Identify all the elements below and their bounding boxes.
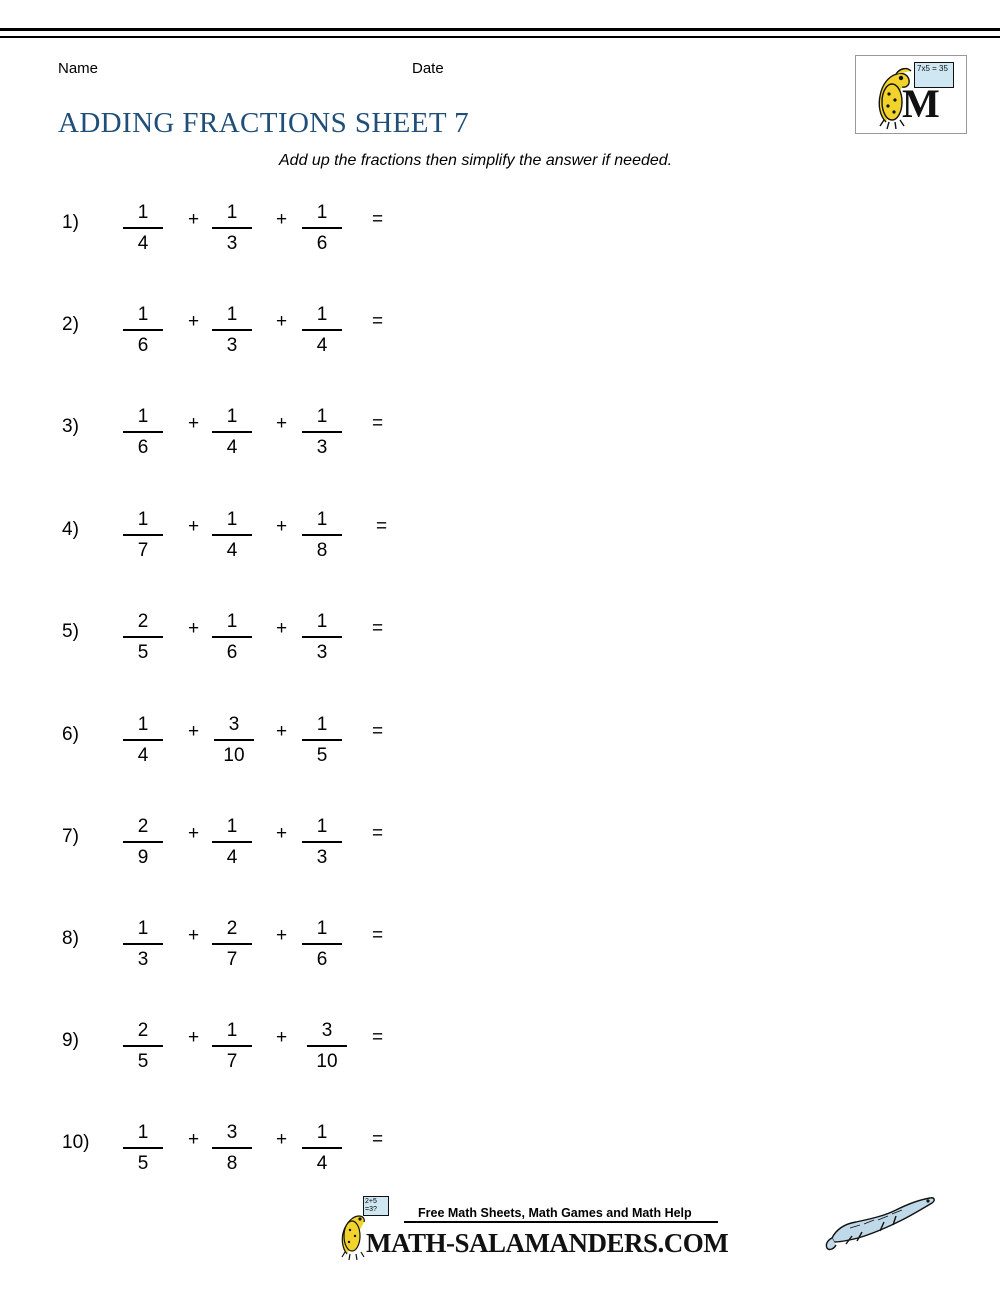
question-number: 7): [62, 826, 79, 847]
fraction-bar: [302, 534, 342, 536]
fraction-bar: [212, 329, 252, 331]
fraction-bar: [302, 227, 342, 229]
fraction-bar: [214, 739, 254, 741]
plus-operator-2: +: [276, 1129, 288, 1150]
numerator: 1: [137, 406, 149, 427]
plus-operator-1: +: [188, 823, 200, 844]
question-number: 4): [62, 519, 79, 540]
fraction-2: [205, 507, 259, 564]
plus-operator-2: +: [276, 209, 288, 230]
fraction-2: [205, 1120, 259, 1177]
denominator: 4: [137, 232, 149, 254]
fraction-2: [205, 814, 259, 871]
question-row: [0, 1102, 700, 1188]
numerator: 2: [137, 611, 149, 632]
fraction-1: [116, 916, 170, 973]
fraction-bar: [302, 1147, 342, 1149]
page-title: ADDING FRACTIONS SHEET 7: [58, 107, 470, 139]
numerator: 1: [316, 816, 328, 837]
numerator: 1: [137, 918, 149, 939]
denominator: 8: [226, 1152, 238, 1174]
fraction-bar: [123, 227, 163, 229]
equals-sign: =: [372, 1129, 384, 1150]
numerator: 1: [316, 304, 328, 325]
fraction-bar: [212, 431, 252, 433]
fraction-1: [116, 1018, 170, 1075]
question-number: 10): [62, 1132, 90, 1153]
fraction-bar: [212, 1147, 252, 1149]
question-row: [0, 694, 700, 780]
fraction-bar: [212, 227, 252, 229]
fraction-2: [207, 712, 261, 769]
plus-operator-1: +: [188, 311, 200, 332]
instructions-text: Add up the fractions then simplify the answer if needed.: [279, 152, 673, 169]
denominator: 6: [137, 436, 149, 458]
numerator: 1: [316, 611, 328, 632]
math-salamanders-logo: [855, 55, 967, 134]
numerator: 1: [226, 406, 238, 427]
fraction-3: [295, 814, 349, 871]
denominator: 3: [316, 641, 328, 663]
top-rule-thick: [0, 28, 1000, 31]
denominator: 3: [316, 436, 328, 458]
question-number: 2): [62, 314, 79, 335]
denominator: 7: [226, 948, 238, 970]
denominator: 6: [316, 948, 328, 970]
denominator: 6: [137, 334, 149, 356]
fraction-1: [116, 302, 170, 359]
denominator: 10: [223, 744, 245, 766]
plus-operator-1: +: [188, 925, 200, 946]
fraction-3: [295, 1120, 349, 1177]
plus-operator-1: +: [188, 209, 200, 230]
plus-operator-2: +: [276, 925, 288, 946]
numerator: 1: [226, 304, 238, 325]
question-number: 5): [62, 621, 79, 642]
denominator: 7: [226, 1050, 238, 1072]
denominator: 10: [316, 1050, 338, 1072]
fraction-2: [205, 404, 259, 461]
denominator: 3: [226, 334, 238, 356]
plus-operator-2: +: [276, 823, 288, 844]
fraction-bar: [212, 1045, 252, 1047]
numerator: 3: [321, 1020, 333, 1041]
fraction-3: [300, 1018, 354, 1075]
plus-operator-2: +: [276, 311, 288, 332]
fraction-bar: [302, 739, 342, 741]
fraction-2: [205, 1018, 259, 1075]
numerator: 1: [316, 918, 328, 939]
question-row: [0, 591, 700, 677]
fraction-2: [205, 302, 259, 359]
fraction-3: [295, 200, 349, 257]
salamander-icon: [856, 56, 966, 133]
question-row: [0, 182, 700, 268]
equals-sign: =: [372, 209, 384, 230]
fraction-1: [116, 1120, 170, 1177]
plus-operator-2: +: [276, 618, 288, 639]
fraction-bar: [302, 329, 342, 331]
footer-tagline: Free Math Sheets, Math Games and Math Help: [418, 1206, 692, 1220]
equals-sign: =: [372, 413, 384, 434]
lizard-decoration-icon: [822, 1190, 942, 1260]
footer-chalkboard-icon: 2+5 =3?: [363, 1196, 389, 1216]
fraction-bar: [302, 943, 342, 945]
equals-sign: =: [372, 823, 384, 844]
fraction-2: [205, 916, 259, 973]
plus-operator-1: +: [188, 516, 200, 537]
fraction-bar: [123, 841, 163, 843]
plus-operator-1: +: [188, 413, 200, 434]
numerator: 3: [226, 1122, 238, 1143]
fraction-bar: [123, 739, 163, 741]
equals-sign: =: [372, 925, 384, 946]
numerator: 1: [226, 611, 238, 632]
numerator: 3: [228, 714, 240, 735]
numerator: 1: [316, 509, 328, 530]
equals-sign: =: [376, 516, 388, 537]
question-row: [0, 489, 700, 575]
denominator: 4: [137, 744, 149, 766]
question-number: 9): [62, 1030, 79, 1051]
numerator: 1: [226, 1020, 238, 1041]
fraction-bar: [212, 534, 252, 536]
question-number: 8): [62, 928, 79, 949]
denominator: 9: [137, 846, 149, 868]
denominator: 6: [226, 641, 238, 663]
denominator: 4: [316, 1152, 328, 1174]
fraction-2: [205, 609, 259, 666]
numerator: 2: [226, 918, 238, 939]
fraction-1: [116, 712, 170, 769]
question-row: [0, 1000, 700, 1086]
plus-operator-1: +: [188, 721, 200, 742]
numerator: 1: [226, 509, 238, 530]
fraction-bar: [123, 1045, 163, 1047]
numerator: 1: [316, 202, 328, 223]
fraction-bar: [123, 329, 163, 331]
numerator: 2: [137, 1020, 149, 1041]
numerator: 1: [226, 202, 238, 223]
date-label: Date: [412, 60, 444, 77]
numerator: 1: [137, 714, 149, 735]
denominator: 3: [137, 948, 149, 970]
fraction-bar: [212, 943, 252, 945]
plus-operator-2: +: [276, 1027, 288, 1048]
denominator: 5: [137, 641, 149, 663]
fraction-bar: [302, 431, 342, 433]
question-row: [0, 386, 700, 472]
plus-operator-2: +: [276, 413, 288, 434]
fraction-1: [116, 200, 170, 257]
fraction-bar: [123, 943, 163, 945]
numerator: 1: [316, 714, 328, 735]
question-number: 1): [62, 212, 79, 233]
denominator: 3: [226, 232, 238, 254]
fraction-2: [205, 200, 259, 257]
numerator: 1: [137, 202, 149, 223]
question-number: 6): [62, 724, 79, 745]
plus-operator-1: +: [188, 1129, 200, 1150]
plus-operator-1: +: [188, 618, 200, 639]
denominator: 8: [316, 539, 328, 561]
equals-sign: =: [372, 721, 384, 742]
question-row: [0, 796, 700, 882]
question-number: 3): [62, 416, 79, 437]
denominator: 7: [137, 539, 149, 561]
equals-sign: =: [372, 1027, 384, 1048]
footer-url: MATH-SALAMANDERS.COM: [366, 1228, 729, 1258]
fraction-3: [295, 916, 349, 973]
fraction-3: [295, 404, 349, 461]
equals-sign: =: [372, 618, 384, 639]
denominator: 4: [226, 846, 238, 868]
fraction-bar: [212, 636, 252, 638]
fraction-bar: [302, 636, 342, 638]
fraction-3: [295, 302, 349, 359]
denominator: 5: [137, 1050, 149, 1072]
question-row: [0, 284, 700, 370]
fraction-bar: [212, 841, 252, 843]
top-rule-thin: [0, 36, 1000, 38]
denominator: 4: [226, 539, 238, 561]
plus-operator-2: +: [276, 721, 288, 742]
denominator: 4: [226, 436, 238, 458]
numerator: 1: [226, 816, 238, 837]
fraction-bar: [123, 1147, 163, 1149]
fraction-3: [295, 712, 349, 769]
denominator: 4: [316, 334, 328, 356]
denominator: 6: [316, 232, 328, 254]
numerator: 1: [137, 509, 149, 530]
fraction-1: [116, 507, 170, 564]
fraction-bar: [123, 534, 163, 536]
numerator: 2: [137, 816, 149, 837]
chalkboard-icon: 7x5 = 35: [914, 62, 954, 88]
logo-letter-m: M: [902, 81, 940, 126]
question-row: [0, 898, 700, 984]
numerator: 1: [316, 406, 328, 427]
fraction-bar: [123, 431, 163, 433]
plus-operator-2: +: [276, 516, 288, 537]
denominator: 3: [316, 846, 328, 868]
fraction-bar: [123, 636, 163, 638]
numerator: 1: [137, 304, 149, 325]
fraction-1: [116, 404, 170, 461]
numerator: 1: [137, 1122, 149, 1143]
name-label: Name: [58, 60, 99, 77]
plus-operator-1: +: [188, 1027, 200, 1048]
fraction-bar: [307, 1045, 347, 1047]
equals-sign: =: [372, 311, 384, 332]
fraction-3: [295, 507, 349, 564]
fraction-1: [116, 609, 170, 666]
footer-divider: [404, 1221, 718, 1223]
denominator: 5: [137, 1152, 149, 1174]
fraction-1: [116, 814, 170, 871]
numerator: 1: [316, 1122, 328, 1143]
denominator: 5: [316, 744, 328, 766]
fraction-bar: [302, 841, 342, 843]
fraction-3: [295, 609, 349, 666]
